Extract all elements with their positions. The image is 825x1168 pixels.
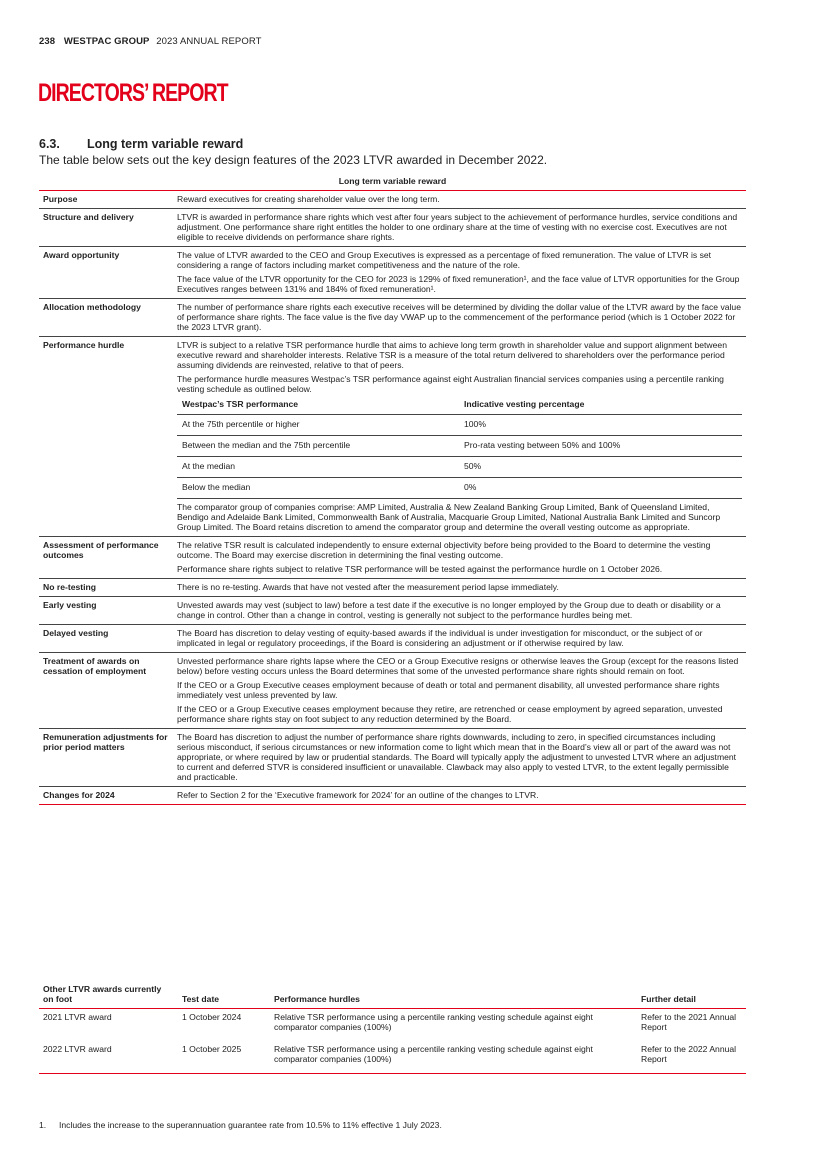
table-row (39, 1008, 746, 1040)
description-paragraph: The value of LTVR awarded to the CEO and Group Executives is expressed as a percentage of fixed remuneration. The value of LTVR is set considering a range of factors including market competitiveness and the nature of the role. (177, 249, 712, 270)
footnote-number: 1. (39, 1120, 47, 1130)
vesting-schedule-row (177, 478, 742, 499)
vesting-percentage-cell: 0% (459, 478, 742, 499)
description-paragraph: If the CEO or a Group Executive ceases employment because of death or total and permanent disability, all unvested performance share rights immediately vest unless prevented by law. (177, 679, 720, 700)
ltvr-design-table (39, 175, 746, 805)
section-heading (39, 137, 243, 151)
vesting-schedule-table (177, 398, 742, 499)
description-paragraph: The performance hurdle measures Westpac’s TSR performance against eight Australian financial services companies using a percentile ranking vesting schedule as outlined below. (177, 373, 724, 394)
org-name: WESTPAC GROUP (63, 36, 150, 47)
row-description (177, 652, 746, 728)
tsr-performance-cell: Below the median (177, 478, 459, 499)
row-label: Treatment of awards on cessation of employment (39, 652, 177, 728)
report-title: DIRECTORS’ REPORT (38, 79, 228, 107)
col-header-award: Other LTVR awards currently on foot (39, 985, 178, 1008)
description-paragraph: The Board has discretion to delay vesting of equity-based awards if the individual is under investigation for misconduct, or the subject of or implicated in legal or regulatory proceedings, if the Board is considering an adjustment or if otherwise required by law. (177, 628, 703, 648)
section-number: 6.3. (39, 137, 60, 151)
row-description (177, 597, 746, 625)
further-detail-cell: Refer to the 2022 Annual Report (637, 1041, 746, 1073)
performance-hurdles-cell: Relative TSR performance using a percentile ranking vesting schedule against eight comparator companies (100%) (270, 1041, 637, 1073)
row-description (177, 190, 746, 208)
row-label: Early vesting (39, 597, 177, 625)
row-label: Award opportunity (39, 246, 177, 298)
table-row (39, 190, 746, 208)
description-paragraph: The face value of the LTVR opportunity for the CEO for 2023 is 129% of fixed remuneration¹, and the face value of LTVR opportunities for the Group Executives ranges between 131% and 184% of fixed remuneration¹. (177, 273, 740, 294)
row-description (177, 728, 746, 786)
row-label: Delayed vesting (39, 625, 177, 653)
page-number: 238 (39, 36, 56, 47)
report-name: 2023 ANNUAL REPORT (156, 36, 262, 47)
row-label: Remuneration adjustments for prior period matters (39, 728, 177, 786)
description-paragraph: LTVR is awarded in performance share rights which vest after four years subject to the achievement of performance hurdles, service conditions and adjustment. One performance share right entitles the holder to one ordinary share at the time of vesting with no exercise cost. Executives are not eligible to receive dividends on performance share rights. (177, 211, 738, 242)
vesting-schedule-row (177, 436, 742, 457)
col-header-test-date: Test date (178, 985, 270, 1008)
row-label: Purpose (39, 190, 177, 208)
test-date-cell: 1 October 2025 (178, 1041, 270, 1073)
row-label: Changes for 2024 (39, 786, 177, 804)
description-paragraph: Reward executives for creating shareholder value over the long term. (177, 193, 440, 204)
ltvr-table-body (39, 190, 746, 804)
other-ltvr-awards-table (39, 985, 746, 1074)
description-paragraph: Unvested performance share rights lapse where the CEO or a Group Executive resigns or otherwise leaves the Group (except for the reasons listed below) before vesting occurs unless the Board determines that some of the unvested performance share rights should remain on foot. (177, 655, 739, 676)
description-paragraph: Refer to Section 2 for the ‘Executive framework for 2024’ for an outline of the changes to LTVR. (177, 789, 539, 800)
section-title: Long term variable reward (87, 137, 244, 151)
col-header-hurdles: Performance hurdles (270, 985, 637, 1008)
footnote-text: Includes the increase to the superannuation guarantee rate from 10.5% to 11% effective 1 July 2023. (59, 1120, 442, 1130)
vesting-schedule-row (177, 457, 742, 478)
vesting-schedule-header (177, 398, 742, 414)
award-name-cell: 2022 LTVR award (39, 1041, 178, 1073)
description-paragraph: If the CEO or a Group Executive ceases employment because they retire, are retrenched or cease employment by agreed separation, unvested performance share rights stay on foot subject to any reduction determined by the Board. (177, 703, 723, 724)
table-row (39, 786, 746, 804)
tsr-performance-cell: Between the median and the 75th percentile (177, 436, 459, 457)
vesting-percentage-cell: 50% (459, 457, 742, 478)
table-row (39, 579, 746, 597)
performance-hurdles-cell: Relative TSR performance using a percentile ranking vesting schedule against eight comparator companies (100%) (274, 1011, 593, 1032)
row-description (177, 579, 746, 597)
description-paragraph: The number of performance share rights each executive receives will be determined by dividing the dollar value of the LTVR award by the face value of performance share rights. The face value is the five day VWAP up to the commencement of the performance period (which is 1 October 2022 for the 2023 LTVR grant). (177, 301, 741, 332)
row-label: Structure and delivery (39, 208, 177, 246)
table-caption: Long term variable reward (39, 175, 746, 190)
tsr-performance-cell: At the median (177, 457, 459, 478)
row-description (177, 786, 746, 804)
table-row (39, 597, 746, 625)
table-row (39, 728, 746, 786)
table-row (39, 652, 746, 728)
row-label: Allocation methodology (39, 298, 177, 336)
row-description (177, 625, 746, 653)
description-paragraph: Performance share rights subject to relative TSR performance will be tested against the performance hurdle on 1 October 2026. (177, 564, 663, 575)
test-date-cell: 1 October 2024 (182, 1011, 242, 1022)
row-description (177, 246, 746, 298)
vesting-schedule-row (177, 415, 742, 436)
row-label: Assessment of performance outcomes (39, 537, 177, 579)
vesting-percentage-cell: 100% (459, 415, 742, 436)
description-paragraph: LTVR is subject to a relative TSR performance hurdle that aims to achieve long term growth in shareholder value and support alignment between executive reward and shareholder interests. Relative TSR is a measure of the total return delivered to shareholders over the performance period assuming dividends are reinvested, relative to that of peers. (177, 339, 727, 370)
footnote (39, 1120, 442, 1130)
description-paragraph: There is no re-testing. Awards that have not vested after the measurement period lapse immediately. (177, 582, 559, 593)
row-description (177, 537, 746, 579)
section-intro: The table below sets out the key design features of the 2023 LTVR awarded in December 2022. (39, 153, 548, 167)
row-label: No re-testing (39, 579, 177, 597)
award-name-cell: 2021 LTVR award (43, 1011, 112, 1022)
col-header-vesting-percentage: Indicative vesting percentage (459, 398, 742, 414)
row-label: Performance hurdle (39, 336, 177, 537)
row-description (177, 298, 746, 336)
description-paragraph: The Board has discretion to adjust the number of performance share rights downwards, including to zero, in specified circumstances including serious misconduct, if serious circumstances or new information come to light which mean that in the Board’s view all or part of the award was not appropriate, or where required by law or prudential standards. The Board will typically apply the adjustment to unvested LTVR where an adjustment to current and deferred STVR is considered insufficient or unavailable. Clawback may also apply to vested LTVR, to the extent legally permissible and practicable. (177, 731, 737, 782)
other-ltvr-table-body (39, 1008, 746, 1073)
tsr-performance-cell: At the 75th percentile or higher (177, 415, 459, 436)
table-row (39, 298, 746, 336)
table-row (39, 246, 746, 298)
table-row (39, 537, 746, 579)
row-description (177, 336, 746, 537)
col-header-tsr-performance: Westpac’s TSR performance (177, 398, 459, 414)
page-header (39, 36, 262, 47)
description-paragraph: The comparator group of companies comprise: AMP Limited, Australia & New Zealand Banking Group Limited, Bank of Queensland Limited, Bendigo and Adelaide Bank Limited, Commonwealth Bank of Australia, Macquarie Group Limited, National Australia Bank Limited and Suncorp Group Limited. The Board retains discretion to amend the comparator group and determine the overall vesting outcome as appropriate. (177, 502, 721, 533)
col-header-further-detail: Further detail (637, 985, 746, 1008)
further-detail-cell: Refer to the 2021 Annual Report (641, 1011, 737, 1032)
table-row (39, 336, 746, 537)
table-row (39, 1041, 746, 1073)
table-row (39, 625, 746, 653)
row-description (177, 208, 746, 246)
description-paragraph: The relative TSR result is calculated independently to ensure external objectivity before being provided to the Board to determine the vesting outcome. The Board may exercise discretion in determining the final vesting outcome. (177, 540, 711, 561)
table-row (39, 208, 746, 246)
description-paragraph: Unvested awards may vest (subject to law) before a test date if the executive is no longer employed by the Group due to death or disability or a change in control. Other than a change in control, vesting is generally not subject to the performance hurdles being met. (177, 600, 721, 621)
vesting-percentage-cell: Pro-rata vesting between 50% and 100% (459, 436, 742, 457)
